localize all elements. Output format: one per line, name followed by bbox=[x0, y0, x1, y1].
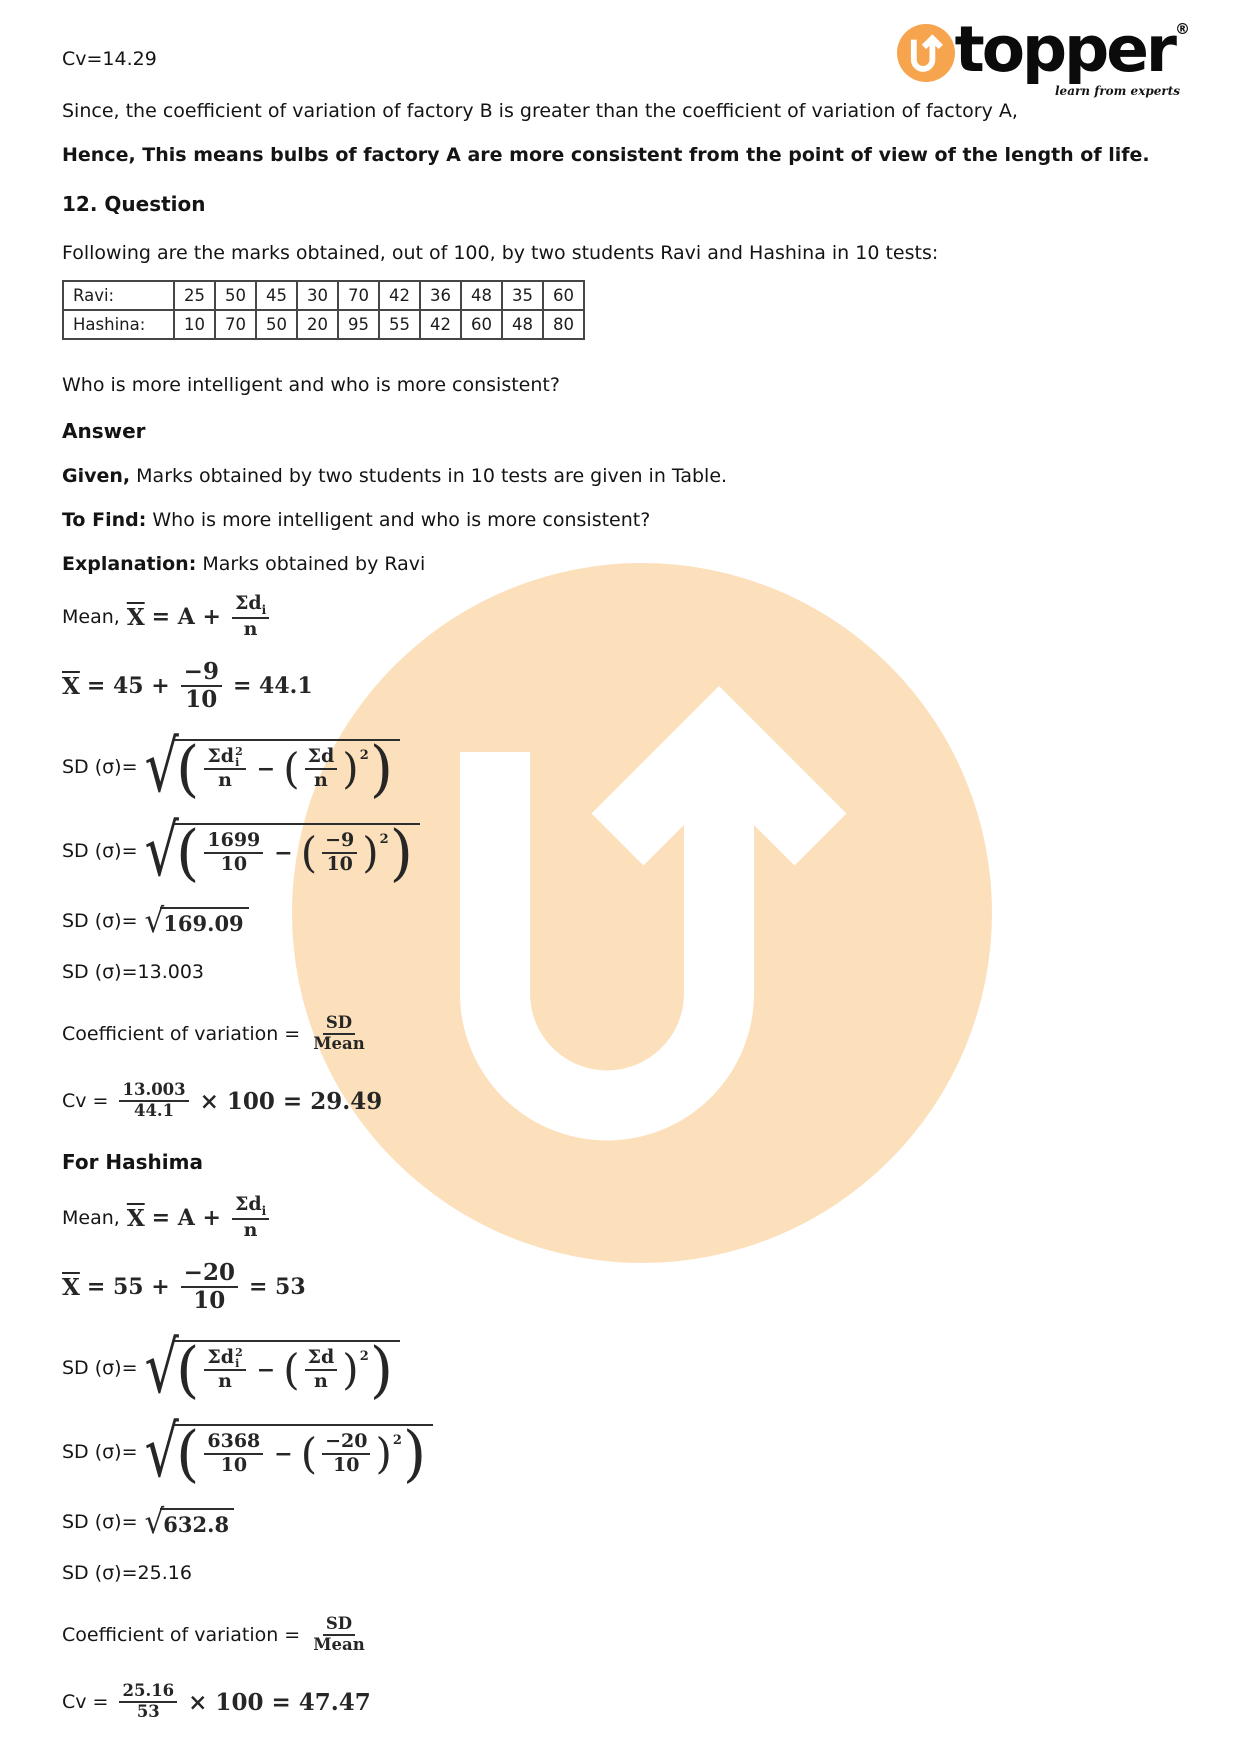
mean-prefix: Mean, bbox=[62, 1207, 120, 1229]
mark-cell: 35 bbox=[502, 281, 543, 310]
fraction-numerator bbox=[232, 593, 269, 620]
mark-cell: 95 bbox=[338, 310, 379, 339]
radical-sign: √ bbox=[144, 1502, 165, 1542]
fraction-numerator: −20 bbox=[181, 1260, 238, 1288]
xbar-symbol: $\overline{X}$ bbox=[62, 672, 80, 700]
question-heading: 12. Question bbox=[62, 192, 206, 216]
mark-cell: 50 bbox=[215, 281, 256, 310]
minus-operator: − bbox=[274, 1441, 293, 1467]
fraction bbox=[181, 1260, 238, 1315]
formula-mean-hashima bbox=[62, 1192, 1184, 1244]
fraction-denominator: 10 bbox=[193, 1287, 226, 1314]
operator: = A + bbox=[151, 604, 221, 630]
formula-cv-hashima bbox=[62, 1674, 1184, 1730]
formula-sd-generic-hashima bbox=[62, 1326, 1184, 1410]
result: = 44.1 bbox=[232, 673, 313, 699]
superscript-2: 2 bbox=[235, 745, 243, 759]
subscript-i: i bbox=[235, 1357, 240, 1371]
fraction-denominator: n bbox=[243, 618, 258, 641]
fraction bbox=[322, 1431, 370, 1477]
explanation-line bbox=[62, 551, 1184, 577]
formula-mean-ravi bbox=[62, 591, 1184, 643]
cv-prefix: Cv = bbox=[62, 1691, 109, 1713]
sqrt-expression bbox=[144, 1502, 235, 1542]
utopper-logo-icon bbox=[897, 24, 955, 82]
xbar-symbol: $\overline{X}$ bbox=[126, 603, 145, 631]
formula-sd-numeric-hashima bbox=[62, 1410, 1184, 1494]
fraction-numerator: Σd bbox=[305, 746, 338, 770]
open-paren: ( bbox=[175, 732, 200, 805]
sd-label: SD (σ)= bbox=[62, 1441, 138, 1463]
formula-cov-ravi bbox=[62, 1007, 1184, 1061]
fraction-denominator: 10 bbox=[220, 853, 248, 875]
close-paren: ) bbox=[342, 744, 359, 794]
sqrt-expression bbox=[144, 1410, 434, 1494]
question-text-2: Who is more intelligent and who is more consistent? bbox=[62, 374, 560, 396]
given-text: Marks obtained by two students in 10 tests are given in Table. bbox=[130, 465, 728, 487]
sqrt-value: 632.8 bbox=[160, 1508, 234, 1537]
sup-sub bbox=[235, 746, 243, 768]
fraction-denominator: n bbox=[218, 1370, 232, 1393]
fraction-denominator: n bbox=[314, 769, 328, 791]
fraction bbox=[311, 1615, 366, 1655]
marks-table bbox=[62, 280, 585, 340]
fraction-numerator: SD bbox=[323, 1014, 355, 1035]
fraction bbox=[232, 593, 269, 641]
table-row-ravi bbox=[63, 281, 584, 310]
fraction bbox=[119, 1682, 177, 1722]
sqrt-body bbox=[173, 1333, 400, 1406]
fraction-denominator: 10 bbox=[326, 853, 353, 875]
cv-expression bbox=[115, 1081, 389, 1121]
superscript-2: 2 bbox=[235, 1346, 243, 1360]
sd-label: SD (σ)= bbox=[62, 1357, 138, 1379]
fraction-denominator: Mean bbox=[313, 1034, 365, 1053]
cv-expression bbox=[115, 1682, 377, 1722]
fraction bbox=[204, 746, 245, 792]
cv-prefix: Cv = bbox=[62, 1090, 109, 1112]
utopper-logo bbox=[897, 13, 1190, 98]
sigma-d: Σd bbox=[234, 1192, 262, 1215]
cv-result: × 100 = 29.49 bbox=[199, 1087, 383, 1115]
subscript-i: i bbox=[261, 1203, 267, 1218]
tofind-text: Who is more intelligent and who is more consistent? bbox=[146, 509, 651, 531]
open-paren: ( bbox=[175, 1417, 200, 1490]
sd-label: SD (σ)= bbox=[62, 910, 138, 932]
fraction-denominator: n bbox=[218, 769, 232, 792]
fraction bbox=[322, 830, 357, 876]
formula-sd-generic-ravi bbox=[62, 725, 1184, 809]
table-row-hashina bbox=[63, 310, 584, 339]
fraction-denominator: 53 bbox=[136, 1702, 160, 1721]
result: = 53 bbox=[248, 1274, 306, 1300]
squared-exponent: 2 bbox=[359, 747, 369, 763]
mark-cell: 70 bbox=[215, 310, 256, 339]
given-label: Given, bbox=[62, 465, 131, 487]
xbar-expression bbox=[62, 659, 320, 714]
fraction-numerator: −9 bbox=[181, 659, 222, 687]
open-paren: ( bbox=[300, 1429, 318, 1479]
mean-expression bbox=[127, 593, 273, 641]
mark-cell: 36 bbox=[420, 281, 461, 310]
mean-expression bbox=[127, 1194, 273, 1242]
sqrt-expression bbox=[144, 901, 249, 941]
sqrt-expression bbox=[144, 725, 401, 809]
u-left-stem bbox=[911, 40, 917, 60]
paragraph-since: Since, the coefficient of variation of factory B is greater than the coefficient of variation of factory A, bbox=[62, 100, 1018, 122]
cov-fraction bbox=[307, 1014, 370, 1054]
open-paren: ( bbox=[283, 744, 300, 794]
fraction-denominator: Mean bbox=[313, 1635, 365, 1654]
squared-exponent: 2 bbox=[379, 831, 389, 847]
sqrt-expression bbox=[144, 809, 421, 893]
row-label: Ravi: bbox=[63, 281, 174, 310]
fraction bbox=[204, 1431, 263, 1477]
close-paren: ) bbox=[389, 816, 414, 889]
registered-mark: ® bbox=[1175, 20, 1190, 38]
cv-result-factory: Cv=14.29 bbox=[62, 48, 157, 70]
sd-label: SD (σ)= bbox=[62, 840, 138, 862]
given-line bbox=[62, 463, 1184, 489]
mark-cell: 55 bbox=[379, 310, 420, 339]
minus-operator: − bbox=[274, 840, 293, 866]
xbar-expression bbox=[62, 1260, 313, 1315]
sigma-d: Σd bbox=[207, 1346, 235, 1369]
xbar-symbol: $\overline{X}$ bbox=[62, 1273, 80, 1301]
sigma-d: Σd bbox=[234, 591, 262, 614]
fraction bbox=[311, 1014, 366, 1054]
mean-prefix: Mean, bbox=[62, 606, 120, 628]
mark-cell: 45 bbox=[256, 281, 297, 310]
xbar-symbol: $\overline{X}$ bbox=[126, 1204, 145, 1232]
fraction-numerator bbox=[204, 746, 245, 770]
cov-prefix: Coefficient of variation = bbox=[62, 1624, 301, 1646]
cov-prefix: Coefficient of variation = bbox=[62, 1023, 301, 1045]
close-paren: ) bbox=[362, 828, 379, 878]
close-paren: ) bbox=[369, 732, 394, 805]
fraction bbox=[232, 1194, 269, 1242]
mark-cell: 60 bbox=[543, 281, 584, 310]
question-text: Following are the marks obtained, out of 100, by two students Ravi and Hashina in 10 tests: bbox=[62, 242, 939, 264]
cv-result: × 100 = 47.47 bbox=[188, 1688, 371, 1716]
squared-exponent: 2 bbox=[392, 1432, 402, 1448]
fraction-denominator: 10 bbox=[185, 686, 218, 713]
sqrt-body bbox=[173, 732, 400, 805]
paragraph-conclusion: Hence, This means bulbs of factory A are more consistent from the point of view of the length of life. bbox=[62, 144, 1150, 166]
explanation-text: Marks obtained by Ravi bbox=[196, 553, 426, 575]
fraction-denominator: 44.1 bbox=[133, 1101, 175, 1120]
sup-sub bbox=[235, 1347, 243, 1369]
operator: = 45 + bbox=[86, 673, 170, 699]
fraction bbox=[305, 746, 338, 792]
sqrt-body bbox=[173, 1417, 433, 1490]
fraction-denominator: 10 bbox=[333, 1454, 360, 1476]
formula-xbar-ravi bbox=[62, 657, 1184, 715]
operator: = 55 + bbox=[86, 1274, 170, 1300]
fraction-numerator: 1699 bbox=[204, 830, 263, 854]
fraction-numerator: −20 bbox=[322, 1431, 370, 1455]
explanation-label: Explanation: bbox=[62, 553, 197, 575]
logo-circle bbox=[897, 24, 955, 82]
operator: = A + bbox=[151, 1205, 221, 1231]
tofind-label: To Find: bbox=[62, 509, 147, 531]
sqrt-value: 169.09 bbox=[160, 907, 248, 936]
mark-cell: 20 bbox=[297, 310, 338, 339]
fraction-numerator bbox=[232, 1194, 269, 1221]
brand-name: topper bbox=[954, 13, 1174, 86]
squared-exponent: 2 bbox=[359, 1348, 369, 1364]
close-paren: ) bbox=[369, 1333, 394, 1406]
fraction-numerator: SD bbox=[323, 1615, 355, 1636]
sd-value-hashima: SD (σ)=25.16 bbox=[62, 1562, 192, 1584]
mark-cell: 42 bbox=[379, 281, 420, 310]
fraction-numerator: 25.16 bbox=[119, 1682, 177, 1703]
minus-operator: − bbox=[256, 1357, 276, 1383]
tofind-line bbox=[62, 507, 1184, 533]
radical-sign: √ bbox=[144, 901, 165, 941]
radical-sign: √ bbox=[144, 725, 179, 809]
radical-sign: √ bbox=[144, 1326, 179, 1410]
mark-cell: 48 bbox=[502, 310, 543, 339]
formula-xbar-hashima bbox=[62, 1258, 1184, 1316]
mark-cell: 48 bbox=[461, 281, 502, 310]
minus-operator: − bbox=[256, 756, 276, 782]
formula-sd-sqrt-hashima bbox=[62, 1502, 1184, 1542]
close-paren: ) bbox=[402, 1417, 427, 1490]
mark-cell: 60 bbox=[461, 310, 502, 339]
fraction-numerator: Σd bbox=[305, 1347, 338, 1371]
fraction bbox=[204, 1347, 245, 1393]
fraction bbox=[119, 1081, 188, 1121]
open-paren: ( bbox=[283, 1345, 300, 1395]
fraction-numerator bbox=[204, 1347, 245, 1371]
brand-tagline: learn from experts bbox=[1055, 84, 1180, 98]
formula-cov-hashima bbox=[62, 1608, 1184, 1662]
open-paren: ( bbox=[300, 828, 318, 878]
open-paren: ( bbox=[175, 1333, 200, 1406]
mark-cell: 80 bbox=[543, 310, 584, 339]
fraction-numerator: 13.003 bbox=[119, 1081, 188, 1102]
hashima-heading: For Hashima bbox=[62, 1150, 203, 1174]
formula-sd-numeric-ravi bbox=[62, 809, 1184, 893]
close-paren: ) bbox=[342, 1345, 359, 1395]
fraction-numerator: −9 bbox=[322, 830, 357, 854]
fraction-denominator: n bbox=[314, 1370, 328, 1392]
cov-fraction bbox=[307, 1615, 370, 1655]
fraction bbox=[181, 659, 222, 714]
sqrt-expression bbox=[144, 1326, 401, 1410]
mark-cell: 30 bbox=[297, 281, 338, 310]
mark-cell: 42 bbox=[420, 310, 461, 339]
formula-cv-ravi bbox=[62, 1073, 1184, 1129]
subscript-i: i bbox=[261, 602, 267, 617]
open-paren: ( bbox=[175, 816, 200, 889]
sigma-d: Σd bbox=[207, 745, 235, 768]
radical-sign: √ bbox=[144, 1410, 179, 1494]
answer-heading: Answer bbox=[62, 419, 146, 443]
fraction bbox=[305, 1347, 338, 1393]
mark-cell: 70 bbox=[338, 281, 379, 310]
fraction-denominator: n bbox=[243, 1219, 258, 1242]
radical-sign: √ bbox=[144, 809, 179, 893]
close-paren: ) bbox=[375, 1429, 392, 1479]
sd-label: SD (σ)= bbox=[62, 1511, 138, 1533]
sqrt-body bbox=[173, 816, 420, 889]
mark-cell: 10 bbox=[174, 310, 215, 339]
sd-value-ravi: SD (σ)=13.003 bbox=[62, 961, 204, 983]
arrow-stem bbox=[929, 43, 935, 60]
mark-cell: 50 bbox=[256, 310, 297, 339]
mark-cell: 25 bbox=[174, 281, 215, 310]
fraction bbox=[204, 830, 263, 876]
fraction-numerator: 6368 bbox=[204, 1431, 263, 1455]
sd-label: SD (σ)= bbox=[62, 756, 138, 778]
fraction-denominator: 10 bbox=[220, 1454, 248, 1476]
row-label: Hashina: bbox=[63, 310, 174, 339]
formula-sd-sqrt-ravi bbox=[62, 901, 1184, 941]
subscript-i: i bbox=[235, 756, 240, 770]
